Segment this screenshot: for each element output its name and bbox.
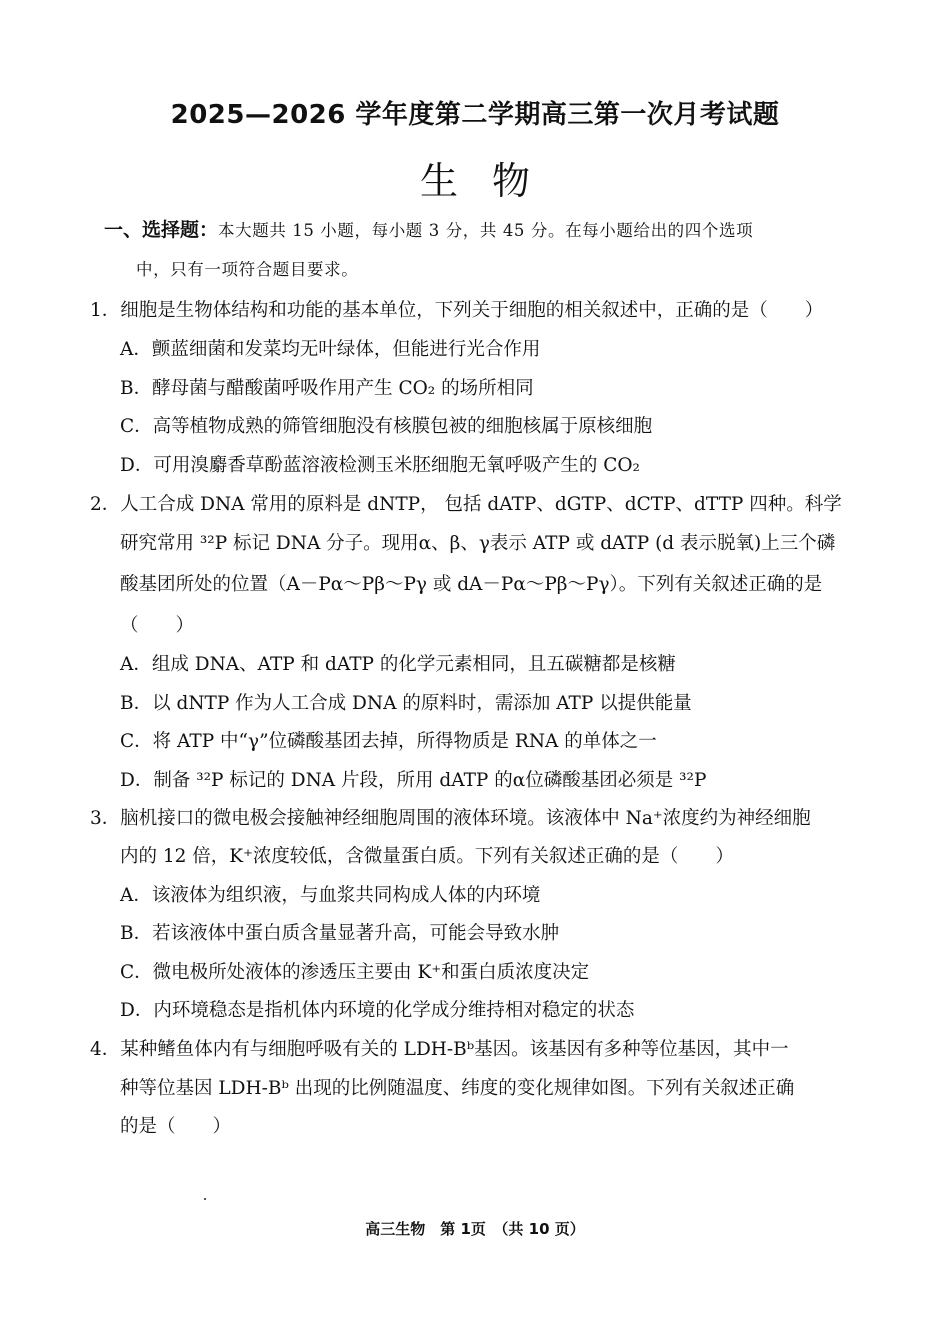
- section-instruction-1: 本大题共 15 小题，每小题 3 分，共 45 分。在每小题给出的四个选项: [218, 221, 754, 240]
- section-heading-line: [104, 217, 753, 244]
- subject-title: 生物: [419, 159, 564, 203]
- question-3-option-d: D．内环境稳态是指机体内环境的化学成分维持相对稳定的状态: [120, 1000, 635, 1021]
- question-2-option-c: C．将 ATP 中“γ”位磷酸基团去掉，所得物质是 RNA 的单体之一: [120, 731, 657, 752]
- question-2-option-d: D．制备 ³²P 标记的 DNA 片段，所用 dATP 的α位磷酸基团必须是 ³²P: [120, 770, 707, 791]
- page-footer: 高三生物 第 1页 （共 10 页）: [365, 1220, 585, 1238]
- question-2-stem-line-1: 2．人工合成 DNA 常用的原料是 dNTP， 包括 dATP、dGTP、dCTP、dTTP 四种。科学: [90, 494, 842, 515]
- question-1-option-d: D．可用溴麝香草酚蓝溶液检测玉米胚细胞无氧呼吸产生的 CO₂: [120, 455, 640, 476]
- question-2-option-a: A．组成 DNA、ATP 和 dATP 的化学元素相同，且五碳糖都是核糖: [120, 654, 676, 675]
- question-1-option-a: A．颤蓝细菌和发菜均无叶绿体，但能进行光合作用: [120, 339, 541, 360]
- question-3-option-b: B．若该液体中蛋白质含量显著升高，可能会导致水肿: [120, 923, 560, 944]
- question-4-stem-line-1: 4．某种鳍鱼体内有与细胞呼吸有关的 LDH-Bᵇ基因。该基因有多种等位基因，其中一: [90, 1039, 789, 1060]
- section-instruction-2: 中，只有一项符合题目要求。: [136, 260, 359, 279]
- question-3-stem-line-1: 3．脑机接口的微电极会接触神经细胞周围的液体环境。该液体中 Na⁺浓度约为神经细胞: [90, 808, 811, 829]
- scan-speck: [204, 1198, 206, 1200]
- question-4-stem-line-2: 种等位基因 LDH-Bᵇ 出现的比例随温度、纬度的变化规律如图。下列有关叙述正确: [120, 1078, 795, 1099]
- question-1-stem: 1．细胞是生物体结构和功能的基本单位，下列关于细胞的相关叙述中，正确的是（ ）: [90, 300, 824, 321]
- question-3-option-a: A．该液体为组织液，与血浆共同构成人体的内环境: [120, 885, 541, 906]
- question-1-option-c: C．高等植物成熟的筛管细胞没有核膜包被的细胞核属于原核细胞: [120, 416, 653, 437]
- question-2-stem-line-2: 研究常用 ³²P 标记 DNA 分子。现用α、β、γ表示 ATP 或 dATP (d 表示脱氧)上三个磷: [120, 533, 836, 554]
- section-heading: 一、选择题：: [104, 219, 219, 241]
- question-2-stem-line-4: （ ）: [120, 615, 195, 636]
- question-2-stem-line-3: 酸基团所处的位置（A－Pα～Pβ～Pγ 或 dA－Pα～Pβ～Pγ）。下列有关叙述正确的是: [120, 574, 823, 595]
- question-3-stem-line-2: 内的 12 倍，K⁺浓度较低，含微量蛋白质。下列有关叙述正确的是（ ）: [120, 846, 734, 867]
- question-4-stem-line-3: 的是（ ）: [120, 1116, 232, 1137]
- question-1-option-b: B．酵母菌与醋酸菌呼吸作用产生 CO₂ 的场所相同: [120, 378, 534, 399]
- question-2-option-b: B．以 dNTP 作为人工合成 DNA 的原料时，需添加 ATP 以提供能量: [120, 693, 692, 714]
- question-3-option-c: C．微电极所处液体的渗透压主要由 K⁺和蛋白质浓度决定: [120, 962, 590, 983]
- exam-title: 2025—2026 学年度第二学期高三第一次月考试题: [170, 100, 780, 130]
